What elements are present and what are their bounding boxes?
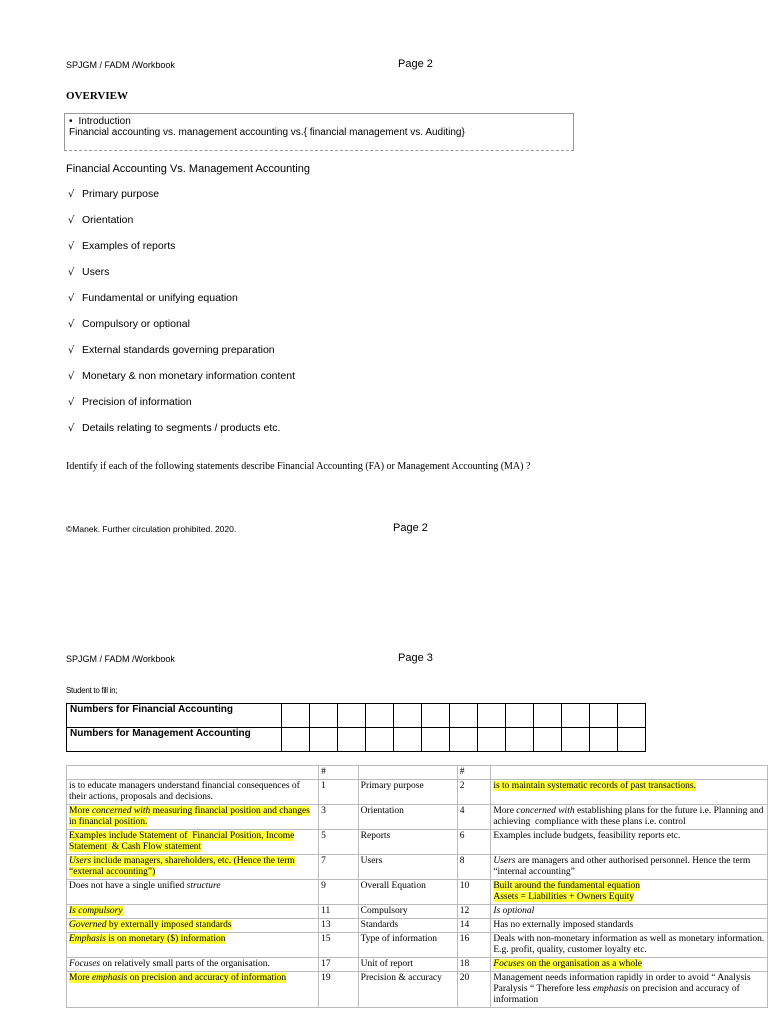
table-row: Does not have a single unified structure 9 Overall Equation 10 Built around the fundamental equation Assets = Liabilities + Owners Equity xyxy=(67,880,768,905)
checklist-label: Orientation xyxy=(82,214,134,226)
check-icon: √ xyxy=(68,371,75,382)
check-icon: √ xyxy=(68,345,75,356)
table-header-row xyxy=(67,766,768,780)
checklist-item xyxy=(68,214,133,226)
table-row: Examples include Statement of Financial Position, Income Statement & Cash Flow statement 5 Reports 6 Examples include budgets, feasibility reports etc. xyxy=(67,830,768,855)
fill-cell[interactable] xyxy=(478,728,506,752)
check-icon: √ xyxy=(68,215,75,226)
fill-cell[interactable] xyxy=(338,728,366,752)
checklist-label: Compulsory or optional xyxy=(82,318,190,330)
checklist-item xyxy=(68,188,159,200)
comparison-subheading: Financial Accounting Vs. Management Accounting xyxy=(66,163,310,175)
checklist-item xyxy=(68,344,275,356)
checklist-label: Details relating to segments / products etc. xyxy=(82,422,281,434)
checklist-label: Primary purpose xyxy=(82,188,160,200)
student-fill-label: Student to fill in; xyxy=(66,686,118,695)
fill-cell[interactable] xyxy=(366,728,394,752)
hash-header: # xyxy=(457,766,491,780)
checklist-label: Precision of information xyxy=(82,396,192,408)
statements-table xyxy=(66,765,768,1008)
fill-cell[interactable] xyxy=(450,704,478,728)
fill-cell[interactable] xyxy=(534,704,562,728)
page3-header-left: SPJGM / FADM /Workbook xyxy=(66,654,175,664)
checklist-item xyxy=(68,422,280,434)
fill-cell[interactable] xyxy=(366,704,394,728)
fill-cell[interactable] xyxy=(450,728,478,752)
checklist-item xyxy=(68,318,190,330)
table-row: Users include managers, shareholders, etc. (Hence the term “external accounting”) 7 Users 8 Users are managers and other authorised personnel. Hence the term “internal accounting” xyxy=(67,855,768,880)
fill-cell[interactable] xyxy=(422,704,450,728)
fill-cell[interactable] xyxy=(618,728,646,752)
check-icon: √ xyxy=(68,397,75,408)
fill-cell[interactable] xyxy=(562,704,590,728)
check-icon: √ xyxy=(68,319,75,330)
fill-in-table xyxy=(66,703,646,752)
fill-cell[interactable] xyxy=(590,728,618,752)
check-icon: √ xyxy=(68,423,75,434)
fill-cell[interactable] xyxy=(394,728,422,752)
identify-instruction: Identify if each of the following statements describe Financial Accounting (FA) or Management Accounting (MA) ? xyxy=(66,461,531,472)
checklist-label: Users xyxy=(82,266,110,278)
fill-cell[interactable] xyxy=(590,704,618,728)
check-icon: √ xyxy=(68,241,75,252)
fill-row-label: Numbers for Financial Accounting xyxy=(67,704,282,728)
fill-cell[interactable] xyxy=(506,728,534,752)
table-row: Governed by externally imposed standards 13 Standards 14 Has no externally imposed standards xyxy=(67,919,768,933)
intro-box xyxy=(64,113,574,151)
page3-header-right: Page 3 xyxy=(398,652,433,664)
page2-footer-right: Page 2 xyxy=(393,522,428,534)
checklist-item xyxy=(68,370,295,382)
table-row: More emphasis on precision and accuracy of information 19 Precision & accuracy 20 Management needs information rapidly in order to avoid “ Analysis Paralysis “ Therefore less emphasis on precision and accuracy of information xyxy=(67,972,768,1008)
intro-text: Financial accounting vs. management accounting vs.{ financial management vs. Auditing} xyxy=(69,127,465,138)
checklist-label: External standards governing preparation xyxy=(82,344,275,356)
checklist-item xyxy=(68,266,109,278)
table-row: More concerned with measuring financial position and changes in financial position. 3 Orientation 4 More concerned with establishing plans for the future i.e. Planning and achieving compliance with these plans i.e. control xyxy=(67,805,768,830)
fill-cell[interactable] xyxy=(534,728,562,752)
fill-row-fa xyxy=(67,704,646,728)
fill-cell[interactable] xyxy=(282,704,310,728)
fill-cell[interactable] xyxy=(506,704,534,728)
fill-cell[interactable] xyxy=(618,704,646,728)
overview-heading: OVERVIEW xyxy=(66,90,128,102)
check-icon: √ xyxy=(68,267,75,278)
fill-cell[interactable] xyxy=(422,728,450,752)
fill-cell[interactable] xyxy=(338,704,366,728)
check-icon: √ xyxy=(68,189,75,200)
checklist-item xyxy=(68,396,192,408)
checklist-label: Monetary & non monetary information content xyxy=(82,370,296,382)
fill-cell[interactable] xyxy=(394,704,422,728)
check-icon: √ xyxy=(68,293,75,304)
page2-header-left: SPJGM / FADM /Workbook xyxy=(66,60,175,70)
fill-cell[interactable] xyxy=(282,728,310,752)
fill-row-label: Numbers for Management Accounting xyxy=(67,728,282,752)
fill-cell[interactable] xyxy=(310,728,338,752)
checklist-item xyxy=(68,240,175,252)
fill-cell[interactable] xyxy=(562,728,590,752)
fill-row-ma xyxy=(67,728,646,752)
checklist-label: Examples of reports xyxy=(82,240,176,252)
table-row: is to educate managers understand financial consequences of their actions, proposals and decisions. 1 Primary purpose 2 is to maintain systematic records of past transactions. xyxy=(67,780,768,805)
table-row: Is compulsory 11 Compulsory 12 Is optional xyxy=(67,905,768,919)
fill-cell[interactable] xyxy=(310,704,338,728)
intro-bullet: • Introduction xyxy=(69,116,131,127)
page2-header-right: Page 2 xyxy=(398,58,433,70)
hash-header: # xyxy=(319,766,359,780)
page2-footer-left: ©Manek. Further circulation prohibited. 2020. xyxy=(66,524,237,534)
checklist-item xyxy=(68,292,238,304)
table-row: Focuses on relatively small parts of the organisation. 17 Unit of report 18 Focuses on the organisation as a whole xyxy=(67,958,768,972)
table-row: Emphasis is on monetary ($) information 15 Type of information 16 Deals with non-monetary information as well as monetary information. E.g. profit, quality, customer loyalty etc. xyxy=(67,933,768,958)
checklist-label: Fundamental or unifying equation xyxy=(82,292,238,304)
fill-cell[interactable] xyxy=(478,704,506,728)
